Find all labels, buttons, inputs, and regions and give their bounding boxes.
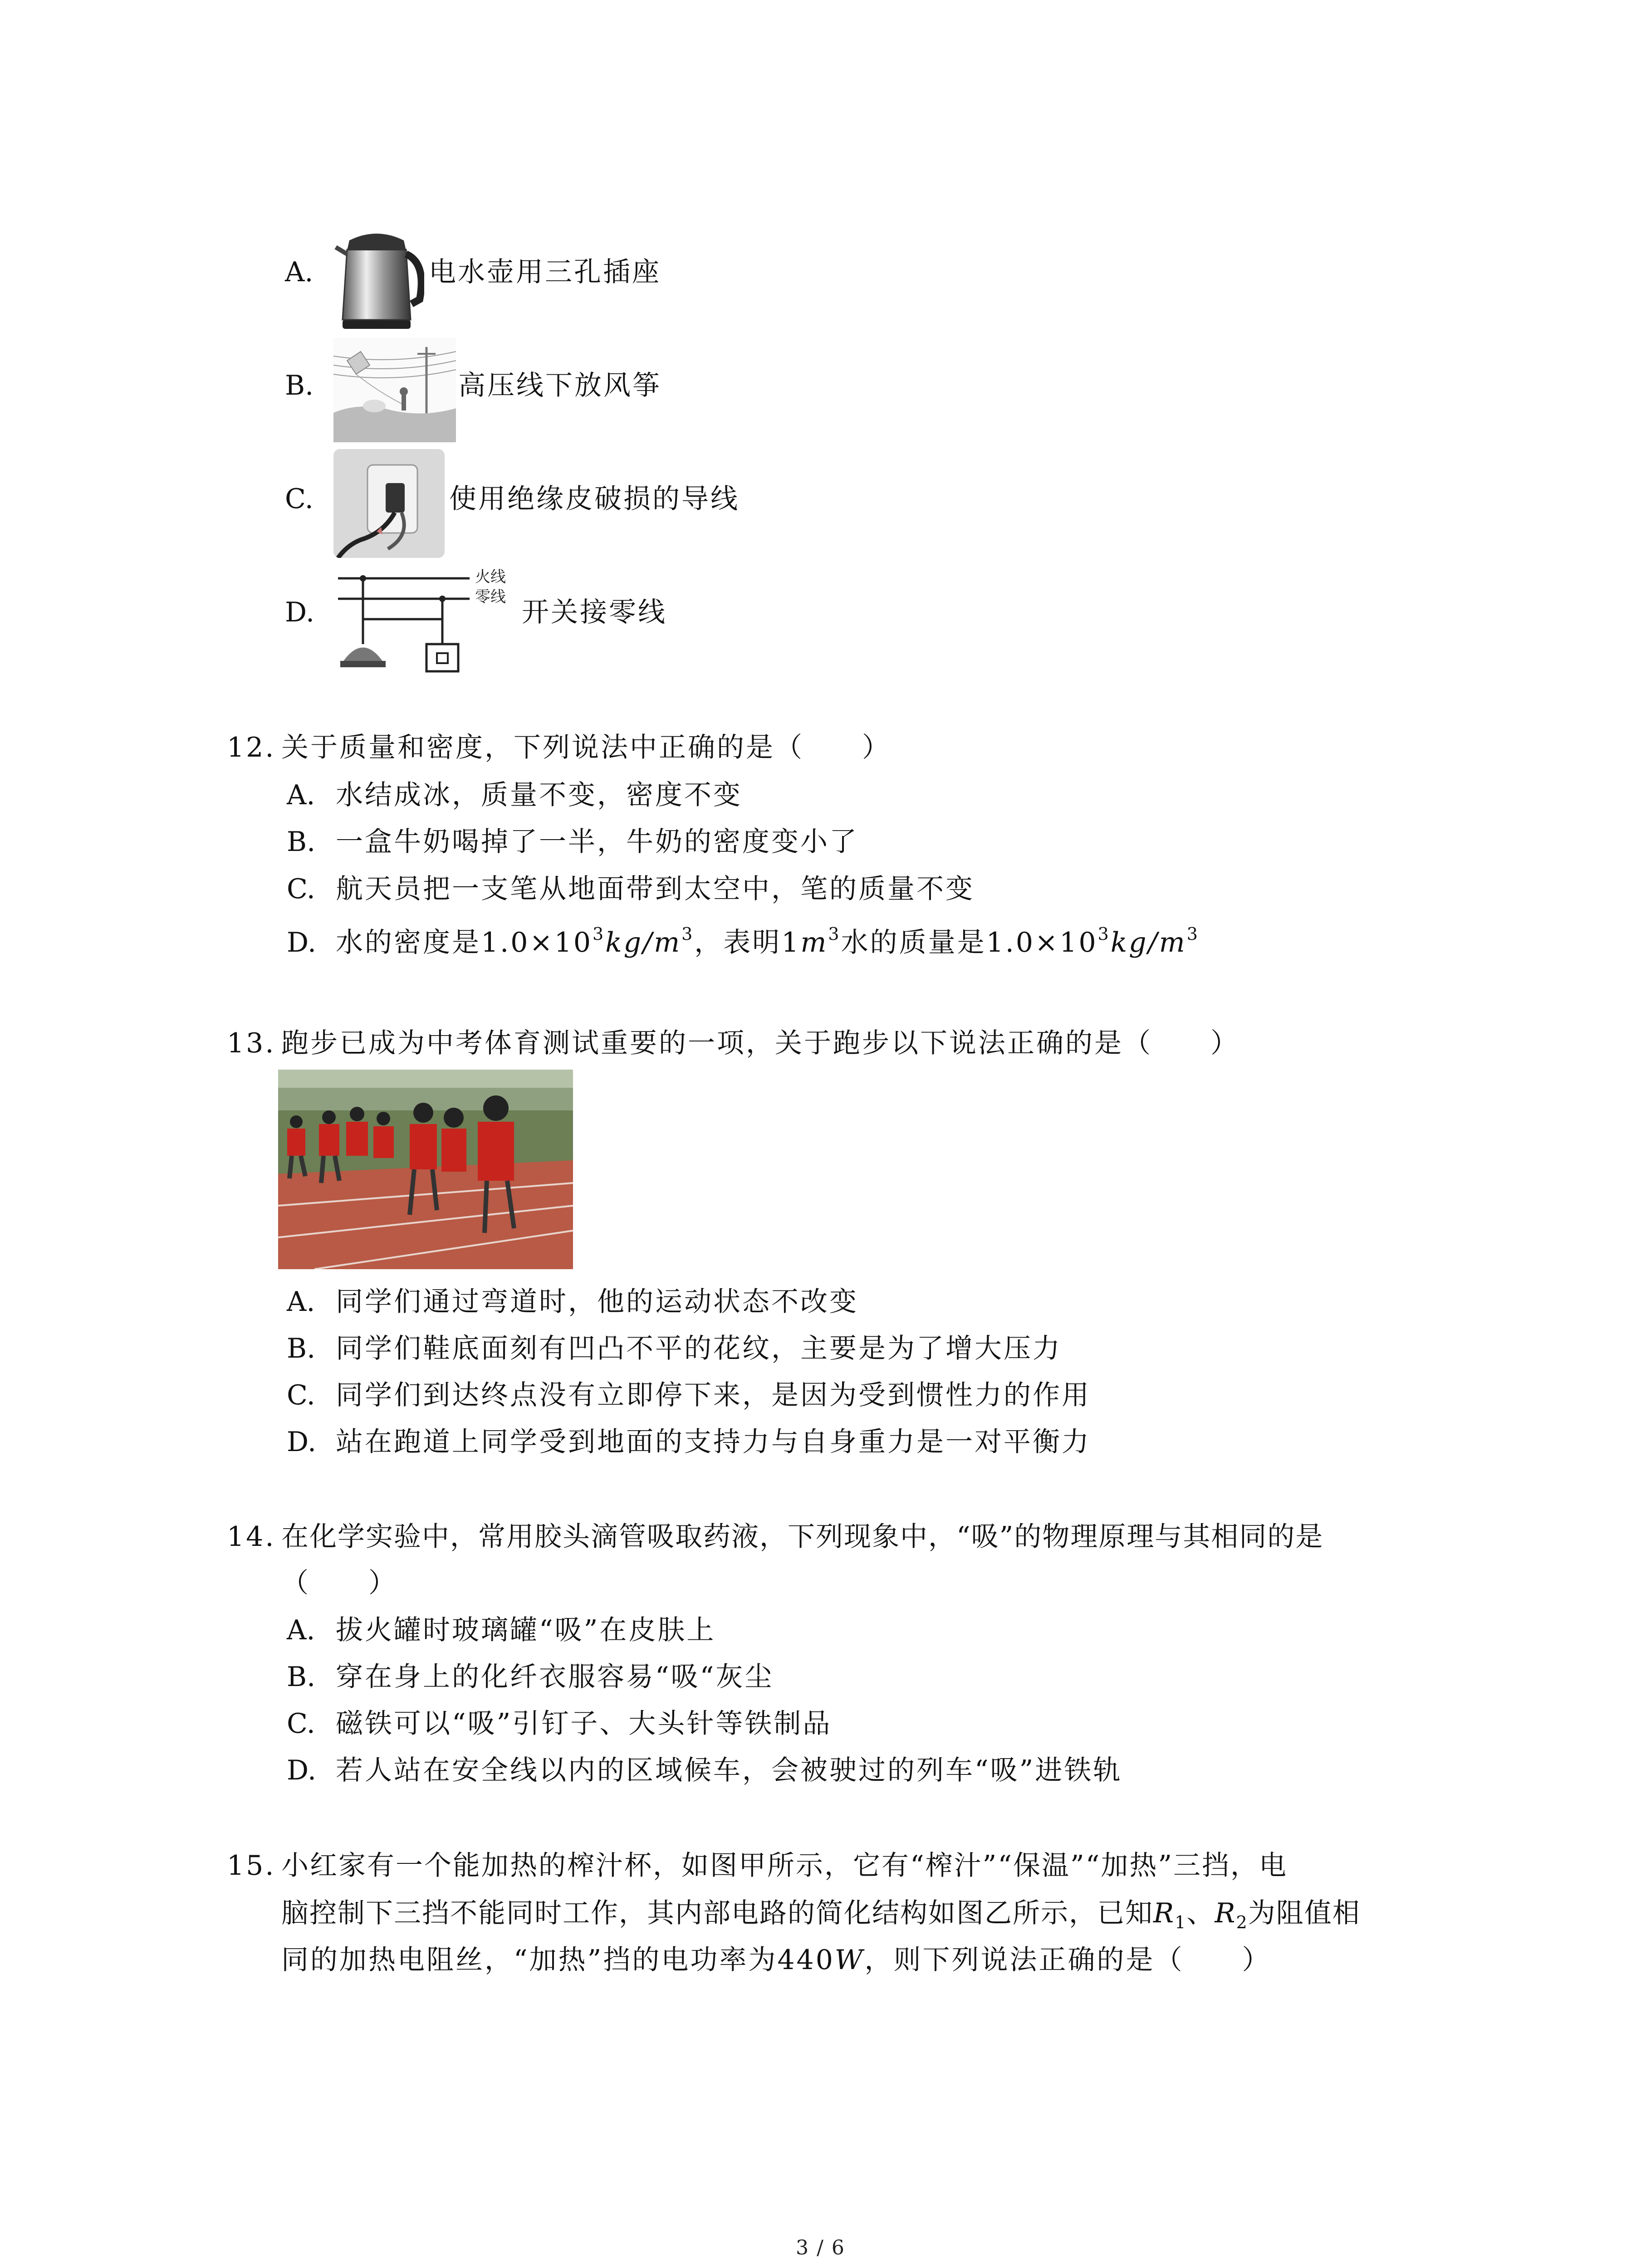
q13-stem: 跑步已成为中考体育测试重要的一项，关于跑步以下说法正确的是（ ）	[281, 1027, 1239, 1059]
q14-option-b-label: B.	[287, 1661, 316, 1693]
q14-option-d-text: 若人站在安全线以内的区域候车，会被驶过的列车“吸”进铁轨	[336, 1755, 1122, 1786]
q12-option-d-text: 水的密度是$1.0\times 10^3kg/m^3$，表明$1m^3$水的质量是$1.0\times 10^3kg/m^3$	[336, 924, 1200, 958]
q14-option-c-text: 磁铁可以“吸”引钉子、大头针等铁制品	[336, 1708, 832, 1740]
q12-stem: 关于质量和密度，下列说法中正确的是（ ）	[281, 732, 891, 763]
q13-option-c-label: C.	[287, 1379, 315, 1411]
electric-kettle-icon	[333, 222, 424, 331]
q15-line1: 小红家有一个能加热的榨汁杯，如图甲所示，它有“榨汁”“保温”“加热”三挡，电	[281, 1850, 1288, 1882]
q13-option-a-label: A.	[287, 1286, 315, 1318]
q12-option-c-label: C.	[287, 873, 315, 905]
q15-line2: 脑控制下三挡不能同时工作，其内部电路的简化结构如图乙所示，已知$R_1$、$R_2$为阻值相	[281, 1897, 1361, 1932]
q14-option-b-text: 穿在身上的化纤衣服容易“吸“灰尘	[336, 1661, 774, 1693]
q14-stem-line1: 在化学实验中，常用胶头滴管吸取药液，下列现象中，“吸”的物理原理与其相同的是	[281, 1521, 1324, 1553]
q14-option-a-text: 拔火罐时玻璃罐“吸”在皮肤上	[336, 1614, 716, 1646]
q14-option-a-label: A.	[287, 1614, 315, 1646]
q11-option-d-label: D.	[285, 596, 315, 628]
q13-option-a-text: 同学们通过弯道时，他的运动状态不改变	[336, 1286, 858, 1318]
q12-option-d-label: D.	[287, 927, 317, 958]
students-running-photo	[278, 1070, 573, 1269]
q11-option-b-label: B.	[285, 370, 314, 401]
q11-option-b-text: 高压线下放风筝	[458, 370, 661, 401]
q14-option-d-label: D.	[287, 1755, 317, 1786]
q13-number: 13.	[227, 1027, 276, 1059]
q12-number: 12.	[227, 732, 276, 763]
q14-stem-line2: （ ）	[281, 1567, 397, 1599]
q11-option-d-text: 开关接零线	[522, 596, 667, 628]
q13-option-c-text: 同学们到达终点没有立即停下来，是因为受到惯性力的作用	[336, 1379, 1091, 1411]
q11-option-c-text: 使用绝缘皮破损的导线	[449, 483, 740, 515]
q15-line3: 同的加热电阻丝，“加热”挡的电功率为440W，则下列说法正确的是（ ）	[281, 1944, 1271, 1976]
switch-wiring-diagram-icon	[333, 565, 519, 674]
q14-option-c-label: C.	[287, 1708, 315, 1740]
q13-option-d-label: D.	[287, 1426, 317, 1458]
page-number: 3 / 6	[796, 2236, 845, 2259]
q13-option-b-text: 同学们鞋底面刻有凹凸不平的花纹，主要是为了增大压力	[336, 1333, 1062, 1364]
q11-option-a-text: 电水壶用三孔插座	[429, 256, 661, 288]
neutral-wire-label: 零线	[475, 588, 506, 606]
q13-option-b-label: B.	[287, 1333, 316, 1364]
q11-option-a-label: A.	[285, 256, 314, 288]
q12-option-b-text: 一盒牛奶喝掉了一半，牛奶的密度变小了	[336, 826, 858, 858]
q13-option-d-text: 站在跑道上同学受到地面的支持力与自身重力是一对平衡力	[336, 1426, 1091, 1458]
q15-number: 15.	[227, 1850, 276, 1882]
q12-option-b-label: B.	[287, 826, 316, 858]
q14-number: 14.	[227, 1521, 276, 1553]
kite-under-power-lines-icon	[333, 338, 456, 442]
q12-option-a-label: A.	[287, 779, 315, 811]
live-wire-label: 火线	[475, 568, 506, 586]
q12-option-c-text: 航天员把一支笔从地面带到太空中，笔的质量不变	[336, 873, 975, 905]
q12-option-a-text: 水结成冰，质量不变，密度不变	[336, 779, 742, 811]
damaged-plug-socket-icon	[333, 449, 445, 558]
q11-option-c-label: C.	[285, 483, 314, 515]
